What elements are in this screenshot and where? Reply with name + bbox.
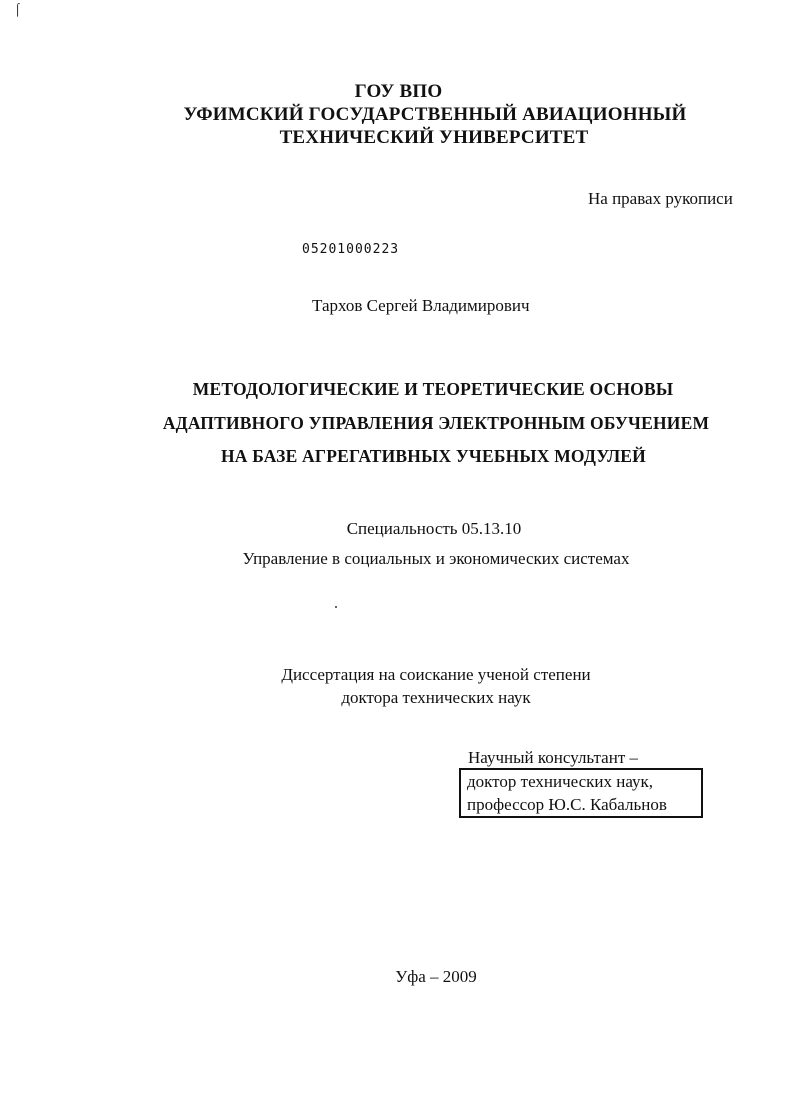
organization-line-3: ТЕХНИЧЕСКИЙ УНИВЕРСИТЕТ xyxy=(279,127,589,148)
thesis-title-line-1: МЕТОДОЛОГИЧЕСКИЕ И ТЕОРЕТИЧЕСКИЕ ОСНОВЫ xyxy=(192,379,674,399)
organization-line-1: ГОУ ВПО xyxy=(354,81,443,102)
library-stamp-number: 05201000223 xyxy=(302,242,400,257)
specialty-name: Управление в социальных и экономических системах xyxy=(242,549,630,568)
dissertation-line-1: Диссертация на соискание ученой степени xyxy=(281,665,591,684)
dissertation-line-2: доктора технических наук xyxy=(341,688,531,707)
author-name: Тархов Сергей Владимирович xyxy=(312,296,530,315)
consultant-name: профессор Ю.С. Кабальнов xyxy=(467,795,667,814)
specialty-code: Специальность 05.13.10 xyxy=(346,519,522,538)
scan-speck xyxy=(335,606,337,608)
thesis-title-line-3: НА БАЗЕ АГРЕГАТИВНЫХ УЧЕБНЫХ МОДУЛЕЙ xyxy=(221,446,646,466)
consultant-degree: доктор технических наук, xyxy=(467,772,654,791)
organization-line-2: УФИМСКИЙ ГОСУДАРСТВЕННЫЙ АВИАЦИОННЫЙ xyxy=(183,104,687,125)
thesis-title-line-2: АДАПТИВНОГО УПРАВЛЕНИЯ ЭЛЕКТРОННЫМ ОБУЧЕНИЕМ xyxy=(162,413,710,433)
corner-mark: ⌠ xyxy=(14,2,22,16)
city-year: Уфа – 2009 xyxy=(395,967,477,986)
consultant-heading: Научный консультант – xyxy=(468,748,638,767)
manuscript-rights-note: На правах рукописи xyxy=(588,189,733,208)
